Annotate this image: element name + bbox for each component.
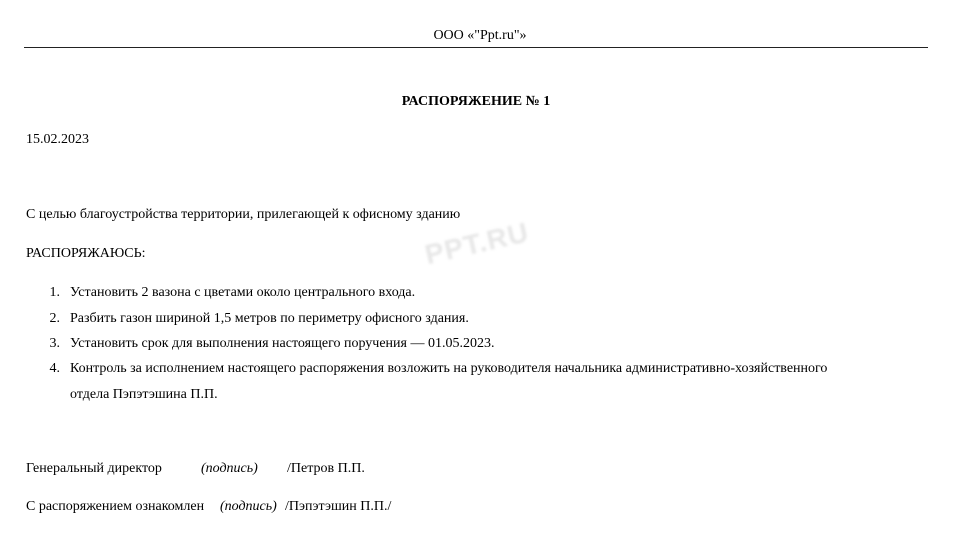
list-item-number: 4. [49, 361, 60, 376]
acknowledgement-name: /Пэпэтэшин П.П./ [285, 499, 392, 514]
acknowledgement-signature-mark: (подпись) [220, 499, 277, 514]
document-title: РАСПОРЯЖЕНИЕ № 1 [401, 94, 551, 109]
acknowledgement-role: С распоряжением ознакомлен [26, 499, 205, 514]
director-role: Генеральный директор [26, 461, 162, 476]
watermark: PPT.RU [422, 216, 532, 271]
document-date: 15.02.2023 [26, 132, 89, 147]
director-name: /Петров П.П. [287, 461, 365, 476]
list-item-text: Разбить газон шириной 1,5 метров по периметру офисного здания. [70, 311, 469, 326]
list-item-text: Установить срок для выполнения настоящего поручения — 01.05.2023. [70, 336, 495, 351]
list-item-text: Установить 2 вазона с цветами около центрального входа. [70, 285, 416, 300]
list-item-text-continued: отдела Пэпэтэшина П.П. [70, 387, 218, 402]
list-item-number: 2. [49, 311, 60, 326]
order-heading: РАСПОРЯЖАЮСЬ: [26, 246, 146, 261]
list-item-text: Контроль за исполнением настоящего распоряжения возложить на руководителя начальника административно-хозяйственного [70, 361, 828, 376]
header-divider [24, 47, 928, 48]
list-item-number: 1. [49, 285, 60, 300]
organization-name: ООО «"Ppt.ru"» [433, 28, 527, 43]
purpose-text: С целью благоустройства территории, прилегающей к офисному зданию [26, 207, 461, 222]
list-item-number: 3. [49, 336, 60, 351]
director-signature-mark: (подпись) [201, 461, 258, 476]
